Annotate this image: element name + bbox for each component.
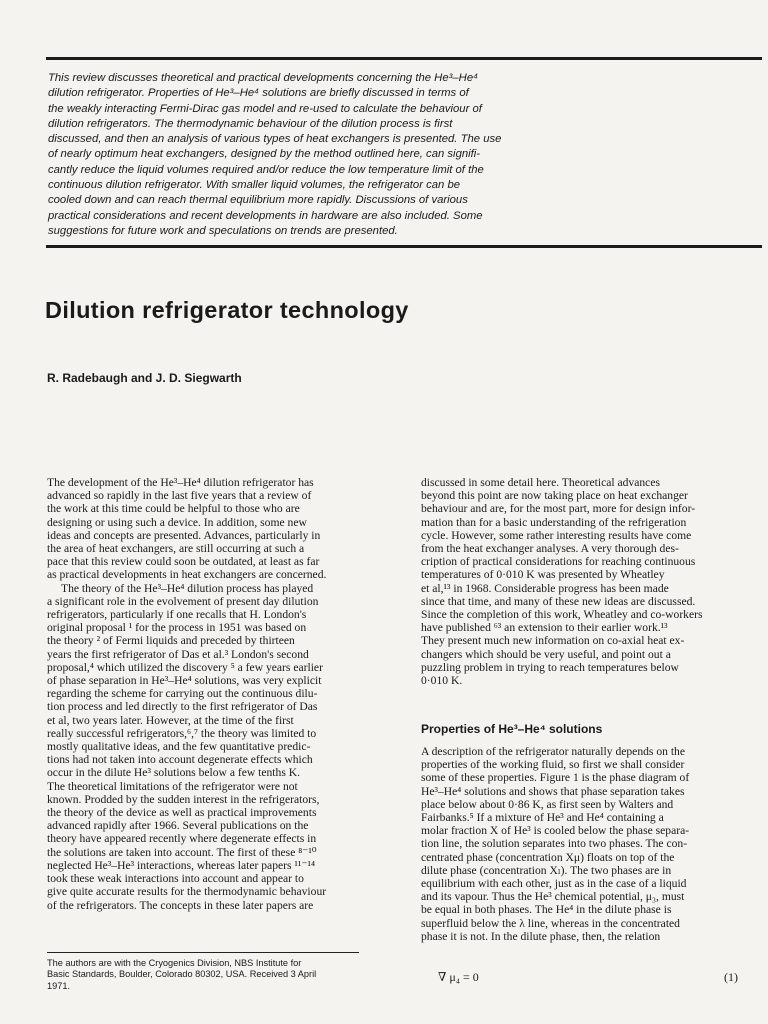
text-line: tion process and led directly to the first refrigerator of Das	[47, 700, 318, 714]
text-line: place below about 0·86 K, as first seen by Walters and	[421, 797, 674, 811]
text-line: of phase separation in He³–He⁴ solutions, was very explicit	[47, 674, 322, 688]
text-line: cooled down and can reach thermal equilibrium more rapidly. Discussions of various	[48, 194, 468, 207]
text-line: This review discusses theoretical and practical developments concerning the He³–He⁴	[48, 72, 478, 84]
abstract	[48, 71, 568, 239]
equation: ∇ μ₄ = 0	[438, 970, 479, 984]
text-line: designing or using such a device. In addition, some new	[47, 515, 307, 529]
footnote	[47, 958, 377, 992]
text-line: suggestions for future work and speculations on trends are presented.	[48, 224, 398, 237]
text-line: proposal,⁴ which utilized the discovery ⁵ a few years earlier	[47, 660, 323, 674]
text-line: Basic Standards, Boulder, Colorado 80302, USA. Received 3 April	[47, 969, 317, 980]
text-line: Fairbanks.⁵ If a mixture of He³ and He⁴ containing a	[421, 811, 664, 825]
text-line: tion line, the solution separates into two phases. The con-	[421, 837, 688, 851]
text-line: occur in the dilute He³ solutions below a few tenths K.	[47, 766, 301, 780]
text-line: as practical developments in heat exchangers are concerned.	[47, 568, 327, 582]
text-line: The theory of the He³–He⁴ dilution process has played	[61, 581, 314, 595]
text-line: They present much new information on co-axial heat ex-	[421, 634, 685, 648]
text-line: et al,¹³ in 1968. Considerable progress has been made	[421, 581, 669, 595]
text-line: from the heat exchanger analyses. A very thorough des-	[421, 542, 679, 556]
text-line: regarding the scheme for carrying out the continuous dilu-	[47, 687, 318, 701]
text-line: the area of heat exchangers, are still occurring at such a	[47, 542, 305, 556]
footnote-rule	[47, 952, 359, 953]
text-line: some of these properties. Figure 1 is the phase diagram of	[421, 771, 690, 785]
text-line: et al, two years later. However, at the time of the first	[47, 713, 294, 727]
article-title: Dilution refrigerator technology	[45, 297, 409, 323]
text-line: The theoretical limitations of the refrigerator were not	[47, 779, 298, 793]
text-line: the theory ² of Fermi liquids and preceded by thirteen	[47, 634, 295, 648]
text-line: centrated phase (concentration Xμ) floats on top of the	[421, 850, 675, 864]
text-line: the theory of the device as well as practical improvements	[47, 806, 317, 820]
text-line: the weakly interacting Fermi-Dirac gas model and re-used to calculate the behaviour of	[48, 102, 482, 115]
text-line: discussed, and then an analysis of various types of heat exchangers is presented. The use	[48, 133, 502, 146]
text-line: 1971.	[47, 980, 70, 991]
text-line: neglected He³–He³ interactions, whereas later papers ¹¹⁻¹⁴	[47, 858, 315, 872]
text-line: theory have appeared recently where degenerate effects in	[47, 832, 317, 846]
text-line: have published ⁶³ an extension to their earlier work.¹³	[421, 621, 668, 635]
text-line: advanced rapidly after 1966. Several publications on the	[47, 819, 309, 833]
text-line: temperatures of 0·010 K was presented by Wheatley	[421, 568, 665, 582]
text-line: known. Prodded by the sudden interest in the refrigerators,	[47, 792, 320, 806]
text-line: the solutions are taken into account. The first of these ⁸⁻¹⁰	[47, 845, 317, 859]
text-line: and its vapour. Thus the He³ chemical potential, μ₃, must	[421, 890, 685, 904]
text-line: cantly reduce the liquid volumes required and/or reduce the low temperature limit of the	[48, 163, 484, 176]
text-line: the work at this time could be helpful to those who are	[47, 502, 300, 516]
text-line: original proposal ¹ for the process in 1951 was based on	[47, 621, 307, 635]
section-heading: Properties of He³–He⁴ solutions	[421, 722, 603, 736]
text-line: mation than for a basic understanding of the refrigeration	[421, 515, 687, 529]
text-line: The authors are with the Cryogenics Division, NBS Institute for	[47, 958, 302, 968]
text-line: tions had not taken into account degenerate effects which	[47, 753, 313, 767]
text-line: dilution refrigerators. The thermodynamic behaviour of the dilution process is first	[48, 117, 453, 130]
text-line: years the first refrigerator of Das et al.³ London's second	[47, 647, 309, 661]
text-line: dilution refrigerator. Properties of He³–He⁴ solutions are briefly discussed in terms of	[48, 87, 469, 100]
text-line: phase it is not. In the dilute phase, then, the relation	[421, 929, 661, 943]
text-line: of the refrigerators. The concepts in these later papers are	[47, 898, 314, 912]
text-line: continuous dilution refrigerator. With smaller liquid volumes, the refrigerator can be	[48, 179, 461, 192]
text-line: dilute phase (concentration Xₗ). The two phases are in	[421, 863, 672, 877]
text-line: equilibrium with each other, just as in the case of a liquid	[421, 877, 687, 891]
text-line: molar fraction X of He³ is cooled below the phase separa-	[421, 824, 690, 838]
text-line: He³–He⁴ solutions and shows that phase separation takes	[421, 784, 685, 798]
text-line: pace that this review could soon be outdated, at least as far	[47, 555, 320, 569]
text-line: 0·010 K.	[421, 674, 463, 688]
text-line: puzzling problem in trying to reach temperatures below	[421, 660, 679, 674]
text-line: give quite accurate results for the thermodynamic behaviour	[47, 885, 327, 899]
abstract-bottom-rule	[46, 245, 762, 248]
body-column-left	[47, 476, 392, 912]
text-line: A description of the refrigerator naturally depends on the	[421, 745, 685, 758]
text-line: mostly qualitative ideas, and the few quantitative predic-	[47, 740, 311, 754]
text-line: refrigerators, particularly if one recalls that H. London's	[47, 608, 307, 622]
text-line: took these weak interactions into account and appear to	[47, 872, 304, 886]
text-line: The development of the He³–He⁴ dilution refrigerator has	[47, 476, 314, 489]
text-line: ideas and concepts are presented. Advances, particularly in	[47, 528, 321, 542]
text-line: of nearly optimum heat exchangers, designed by the method outlined here, can signifi-	[48, 148, 481, 161]
text-line: Since the completion of this work, Wheatley and co-workers	[421, 608, 703, 622]
body-column-right-bottom	[421, 745, 756, 943]
text-line: practical considerations and recent developments in hardware are also included. Some	[48, 209, 483, 222]
text-line: cription of practical considerations for reaching continuous	[421, 555, 696, 569]
text-line: beyond this point are now taking place on heat exchanger	[421, 489, 688, 503]
text-line: cycle. However, some rather interesting results have come	[421, 528, 692, 542]
text-line: properties of the working fluid, so first we shall consider	[421, 758, 685, 772]
top-rule	[46, 57, 762, 60]
text-line: since that time, and many of these new ideas are discussed.	[421, 594, 696, 608]
text-line: advanced so rapidly in the last five years that a review of	[47, 489, 312, 503]
text-line: behaviour and are, for the most part, more for design infor-	[421, 502, 696, 516]
text-line: be equal in both phases. The He⁴ in the dilute phase is	[421, 903, 672, 917]
text-line: a significant role in the evolvement of present day dilution	[47, 594, 319, 608]
body-column-right-top	[421, 476, 756, 687]
text-line: changers which should be very useful, and point out a	[421, 647, 671, 661]
text-line: discussed in some detail here. Theoretical advances	[421, 476, 660, 489]
equation-number: (1)	[724, 970, 738, 984]
text-line: superfluid below the λ line, whereas in the concentrated	[421, 916, 680, 930]
text-line: really successful refrigerators,⁶,⁷ the theory was limited to	[47, 726, 317, 740]
authors: R. Radebaugh and J. D. Siegwarth	[47, 371, 242, 385]
